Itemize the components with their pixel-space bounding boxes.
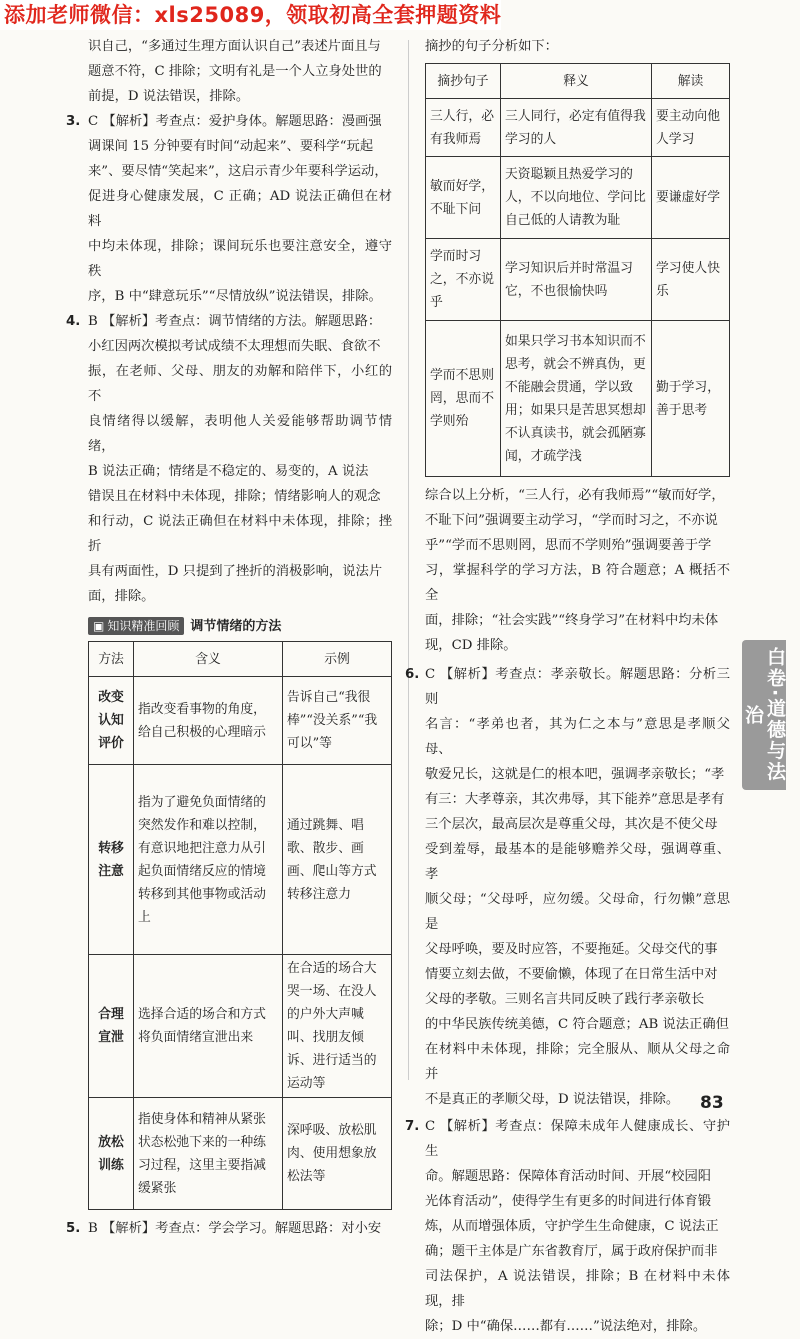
answer-line: 司法保护，A 说法错误，排除；B 在材料中未体现，排 xyxy=(425,1269,730,1309)
answer-line: B 说法正确；情绪是不稳定的、易变的，A 说法 xyxy=(88,464,369,479)
answer-line: 光体育活动”，使得学生有更多的时间进行体育锻 xyxy=(425,1194,712,1209)
answer-3 xyxy=(66,109,392,309)
answer-4 xyxy=(66,309,392,609)
emotion-methods-table xyxy=(88,641,392,1210)
summary-line: 面，排除；“社会实践”“终身学习”在材料中均未体 xyxy=(425,613,719,628)
page-number: 83 xyxy=(700,1093,724,1113)
meaning-cell: 指改变看事物的角度，给自己积极的心理暗示 xyxy=(134,677,283,765)
intro-line: 前提，D 说法错误，排除。 xyxy=(88,89,250,104)
example-cell: 在合适的场合大哭一场、在没人的户外大声喊叫、找朋友倾诉、进行适当的运动等 xyxy=(283,955,392,1098)
summary-line: 综合以上分析，“三人行，必有我师焉”“敏而好学， xyxy=(425,488,725,503)
example-cell: 深呼吸、放松肌肉、使用想象放松法等 xyxy=(283,1098,392,1210)
table-row xyxy=(426,321,730,477)
table-header: 解读 xyxy=(652,64,730,99)
quote-analysis-table xyxy=(425,63,730,477)
answer-line: 良情绪得以缓解，表明他人关爱能够帮助调节情绪， xyxy=(88,414,392,454)
method-cell: 合理宣泄 xyxy=(89,955,134,1098)
answer-5 xyxy=(66,1216,392,1241)
summary-line: 不耻下问”强调要主动学习，“学而时习之，不亦说 xyxy=(425,513,718,528)
answer-line: 情要立刻去做，不要偷懒，体现了在日常生活中对 xyxy=(425,967,718,982)
quote-cell: 三人行，必有我师焉 xyxy=(426,99,501,157)
answer-line: 促进身心健康发展，C 正确；AD 说法正确但在材料 xyxy=(88,189,392,229)
example-cell: 通过跳舞、唱歌、散步、画画、爬山等方式转移注意力 xyxy=(283,765,392,955)
table-row xyxy=(89,1098,392,1210)
answer-number: 4. xyxy=(66,314,81,329)
meaning-cell: 学习知识后并时常温习它，不也很愉快吗 xyxy=(501,239,652,321)
answer-line: 的中华民族传统美德，C 符合题意；AB 说法正确但 xyxy=(425,1017,729,1032)
answer-line: B 【解析】考查点：调节情绪的方法。解题思路： xyxy=(88,314,382,329)
answer-line: 来”、要尽情“笑起来”，这启示青少年要科学运动， xyxy=(88,164,388,179)
answer-line: 父母的孝敬。三则名言共同反映了践行孝亲敬长 xyxy=(425,992,705,1007)
quote-cell: 学而时习之，不亦说乎 xyxy=(426,239,501,321)
quote-cell: 学而不思则罔，思而不学则殆 xyxy=(426,321,501,477)
reading-cell: 勤于学习，善于思考 xyxy=(652,321,730,477)
answer-6 xyxy=(405,662,730,1112)
table-row xyxy=(426,99,730,157)
table-header: 释义 xyxy=(501,64,652,99)
meaning-cell: 三人同行，必定有值得我学习的人 xyxy=(501,99,652,157)
table-row xyxy=(89,677,392,765)
answer-line: B 【解析】考查点：学会学习。解题思路：对小安 xyxy=(88,1221,382,1236)
answer-line: 和行动，C 说法正确但在材料中未体现，排除；挫折 xyxy=(88,514,392,554)
reading-cell: 要谦虚好学 xyxy=(652,157,730,239)
answer-line: 确；题干主体是广东省教育厅，属于政府保护而非 xyxy=(425,1244,718,1259)
answer-number: 5. xyxy=(66,1221,81,1236)
promo-banner: 添加老师微信：xls25089，领取初高全套押题资料 xyxy=(0,0,501,30)
table-header-row xyxy=(89,642,392,677)
answer-line: 错误且在材料中未体现，排除；情绪影响人的观念 xyxy=(88,489,381,504)
table-row xyxy=(89,955,392,1098)
method-cell: 放松训练 xyxy=(89,1098,134,1210)
answer-line: 调课间 15 分钟要有时间“动起来”、要科学“玩起 xyxy=(88,139,374,154)
answer-line: 顺父母；“父母呼，应勿缓。父母命，行勿懒”意思是 xyxy=(425,892,730,932)
meaning-cell: 指为了避免负面情绪的突然发作和难以控制，有意识地把注意力从引起负面情绪反应的情境转移到其他事物或活动上 xyxy=(134,765,283,955)
answer-line: 受到羞辱，最基本的是能够赡养父母，强调尊重、孝 xyxy=(425,842,730,882)
left-column xyxy=(66,34,392,1241)
quote-cell: 敏而好学，不耻下问 xyxy=(426,157,501,239)
answer-line: 除；D 中“确保……都有……”说法绝对，排除。 xyxy=(425,1319,707,1334)
right-column xyxy=(405,34,730,1339)
table-header-row xyxy=(426,64,730,99)
reading-cell: 学习使人快乐 xyxy=(652,239,730,321)
meaning-cell: 如果只学习书本知识而不思考，就会不辨真伪，更不能融会贯通，学以致用；如果只是苦思冥想却不认真读书，就会孤陋寡闻，才疏学浅 xyxy=(501,321,652,477)
example-cell: 告诉自己“我很棒”“没关系”“我可以”等 xyxy=(283,677,392,765)
answer-line: 在材料中未体现，排除；完全服从、顺从父母之命并 xyxy=(425,1042,730,1082)
answer-line: 父母呼唤，要及时应答，不要拖延。父母交代的事 xyxy=(425,942,718,957)
side-section-tab: 白卷·道德与法治 xyxy=(742,640,786,790)
meaning-cell: 选择合适的场合和方式将负面情绪宣泄出来 xyxy=(134,955,283,1098)
method-cell: 改变认知评价 xyxy=(89,677,134,765)
summary-line: 乎”“学而不思则罔，思而不学则殆”强调要善于学 xyxy=(425,538,712,553)
answer-line: 具有两面性，D 只提到了挫折的消极影响，说法片 xyxy=(88,564,383,579)
knowledge-review-header xyxy=(88,615,392,637)
answer-line: 三个层次，最高层次是尊重父母，其次是不使父母 xyxy=(425,817,718,832)
answer-number: 7. xyxy=(405,1119,420,1134)
summary-line: 习，掌握科学的学习方法，B 符合题意；A 概括不全 xyxy=(425,563,730,603)
table-row xyxy=(426,239,730,321)
table-row xyxy=(426,157,730,239)
summary-line: 现，CD 排除。 xyxy=(425,638,517,653)
answer-line: 序，B 中“肆意玩乐”“尽情放纵”说法错误，排除。 xyxy=(88,289,382,304)
table-header: 示例 xyxy=(283,642,392,677)
table-intro: 摘抄的句子分析如下： xyxy=(425,39,558,54)
answer-line: 敬爱兄长，这就是仁的根本吧，强调孝亲敬长；“孝 xyxy=(425,767,725,782)
answer-line: C 【解析】考查点：孝亲敬长。解题思路：分析三则 xyxy=(425,667,730,707)
intro-line: 识自己，“多通过生理方面认识自己”表述片面且与 xyxy=(88,39,381,54)
answer-line: 小红因两次模拟考试成绩不太理想而失眠、食欲不 xyxy=(88,339,381,354)
book-icon: ▣ xyxy=(93,619,105,633)
meaning-cell: 天资聪颖且热爱学习的人，不以向地位、学问比自己低的人请教为耻 xyxy=(501,157,652,239)
table-header: 含义 xyxy=(134,642,283,677)
table-header: 方法 xyxy=(89,642,134,677)
knowledge-tag-label: 知识精准回顾 xyxy=(107,619,180,633)
answer-line: 命。解题思路：保障体育活动时间、开展“校园阳 xyxy=(425,1169,712,1184)
method-cell: 转移注意 xyxy=(89,765,134,955)
answer-line: C 【解析】考查点：保障未成年人健康成长、守护生 xyxy=(425,1119,730,1159)
knowledge-tag xyxy=(88,617,184,635)
meaning-cell: 指使身体和精神从紧张状态松弛下来的一种练习过程，这里主要指减缓紧张 xyxy=(134,1098,283,1210)
answer-number: 3. xyxy=(66,114,81,129)
table-row xyxy=(89,765,392,955)
answer-7 xyxy=(405,1114,730,1339)
answer-line: 炼，从而增强体质，守护学生生命健康，C 说法正 xyxy=(425,1219,719,1234)
answer-line: 面，排除。 xyxy=(88,589,155,604)
reading-cell: 要主动向他人学习 xyxy=(652,99,730,157)
answer-line: 有三：大孝尊亲，其次弗辱，其下能养”意思是孝有 xyxy=(425,792,725,807)
answer-line: 不是真正的孝顺父母，D 说法错误，排除。 xyxy=(425,1092,680,1107)
answer-line: 中均未体现，排除；课间玩乐也要注意安全，遵守秩 xyxy=(88,239,392,279)
column-divider xyxy=(408,40,409,1080)
answer-line: 名言：“孝弟也者，其为仁之本与”意思是孝顺父母、 xyxy=(425,717,730,757)
table-header: 摘抄句子 xyxy=(426,64,501,99)
knowledge-title: 调节情绪的方法 xyxy=(190,618,282,634)
answer-line: 振，在老师、父母、朋友的劝解和陪伴下，小红的不 xyxy=(88,364,392,404)
answer-line: C 【解析】考查点：爱护身体。解题思路：漫画强 xyxy=(88,114,382,129)
answer-number: 6. xyxy=(405,667,420,682)
intro-line: 题意不符，C 排除；文明有礼是一个人立身处世的 xyxy=(88,64,382,79)
